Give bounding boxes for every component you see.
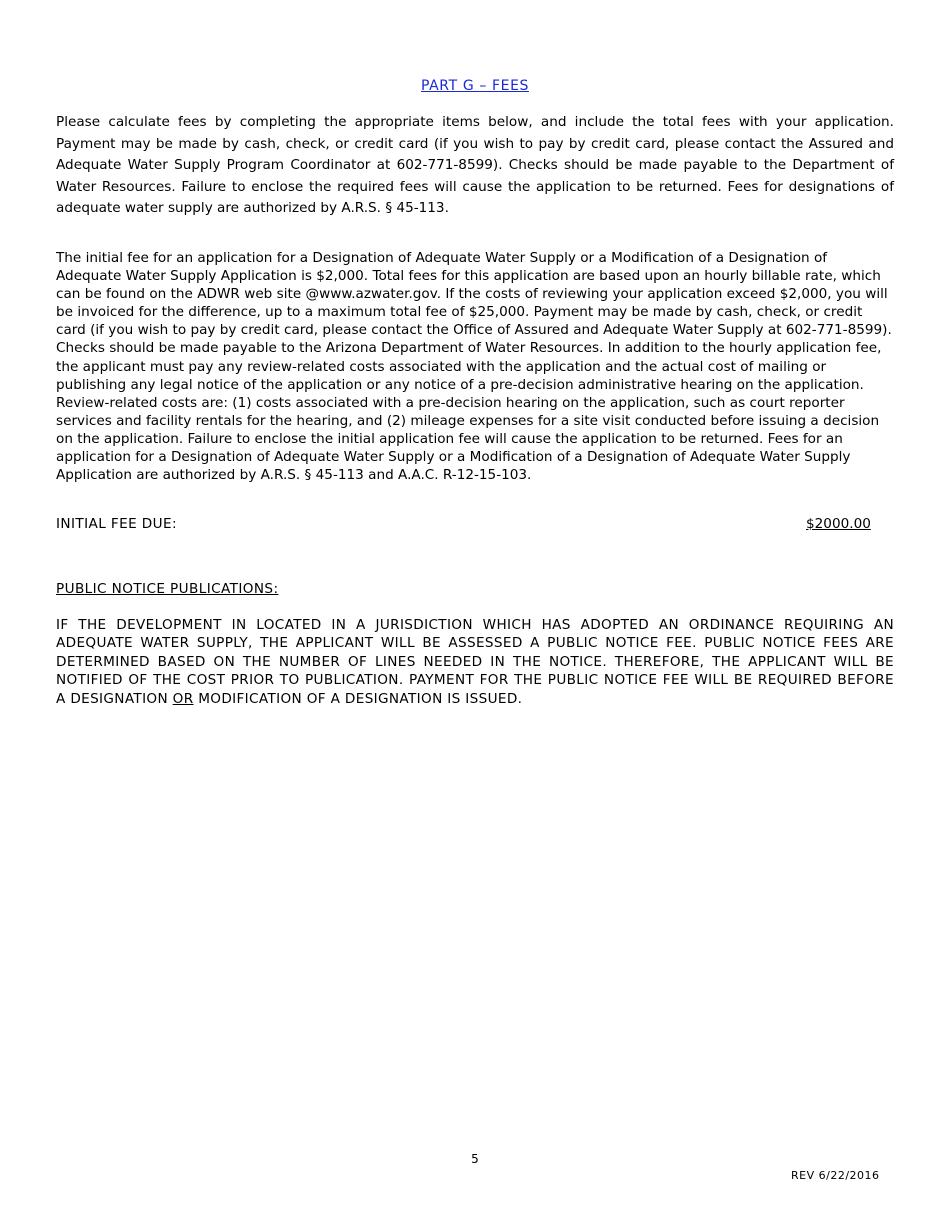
public-notice-emphasis: OR [172, 690, 194, 707]
section-title-text: PART G – FEES [420, 78, 529, 94]
initial-fee-label: INITIAL FEE DUE: [56, 516, 177, 532]
initial-fee-amount: $2000.00 [806, 516, 871, 532]
page-number: 5 [471, 1152, 479, 1166]
section-title [0, 78, 950, 94]
public-notice-paragraph [56, 616, 894, 708]
intro-paragraph: Please calculate fees by completing the appropriate items below, and include the total fees with your application. Payment may be made by cash, check, or credit card (if you wish to pay by credit card, please contact the Assured and Adequate Water Supply Program Coordinator at 602-771-8599). Checks should be made payable to the Department of Water Resources. Failure to enclose the required fees will cause the application to be returned. Fees for designations of adequate water supply are authorized by A.R.S. § 45-113. [56, 114, 894, 216]
fee-description-paragraph: The initial fee for an application for a Designation of Adequate Water Supply or a Modification of a Designation of Adequate Water Supply Application is $2,000. Total fees for this application are based upon an hourly billable rate, which can be found on the ADWR web site @www.azwater.gov. If the costs of reviewing your application exceed $2,000, you will be invoiced for the difference, up to a maximum total fee of $25,000. Payment may be made by cash, check, or credit card (if you wish to pay by credit card, please contact the Office of Assured and Adequate Water Supply at 602-771-8599). Checks should be made payable to the Arizona Department of Water Resources. In addition to the hourly application fee, the applicant must pay any review-related costs associated with the application and the actual cost of mailing or publishing any legal notice of the application or any notice of a pre-decision administrative hearing on the application. Review-related costs are: (1) costs associated with a pre-decision hearing on the application, such as court reporter services and facility rentals for the hearing, and (2) mileage expenses for a site visit conducted before issuing a decision on the application. Failure to enclose the initial application fee will cause the application to be returned. Fees for an application for a Designation of Adequate Water Supply or a Modification of a Designation of Adequate Water Supply Application are authorized by A.R.S. § 45-113 and A.A.C. R-12-15-103. [56, 250, 892, 484]
public-notice-text-before: IF THE DEVELOPMENT IN LOCATED IN A JURISDICTION WHICH HAS ADOPTED AN ORDINANCE REQUIRING AN ADEQUATE WATER SUPPLY, THE APPLICANT WILL BE ASSESSED A PUBLIC NOTICE FEE. PUBLIC NOTICE FEES ARE DETERMINED BASED ON THE NUMBER OF LINES NEEDED IN THE NOTICE. THEREFORE, THE APPLICANT WILL BE NOTIFIED OF THE COST PRIOR TO PUBLICATION. PAYMENT FOR THE PUBLIC NOTICE FEE WILL BE REQUIRED BEFORE A DESIGNATION [56, 617, 894, 707]
public-notice-text-after: MODIFICATION OF A DESIGNATION IS ISSUED. [193, 690, 523, 707]
revision-date: REV 6/22/2016 [791, 1169, 880, 1182]
public-notice-heading: PUBLIC NOTICE PUBLICATIONS: [56, 581, 279, 597]
